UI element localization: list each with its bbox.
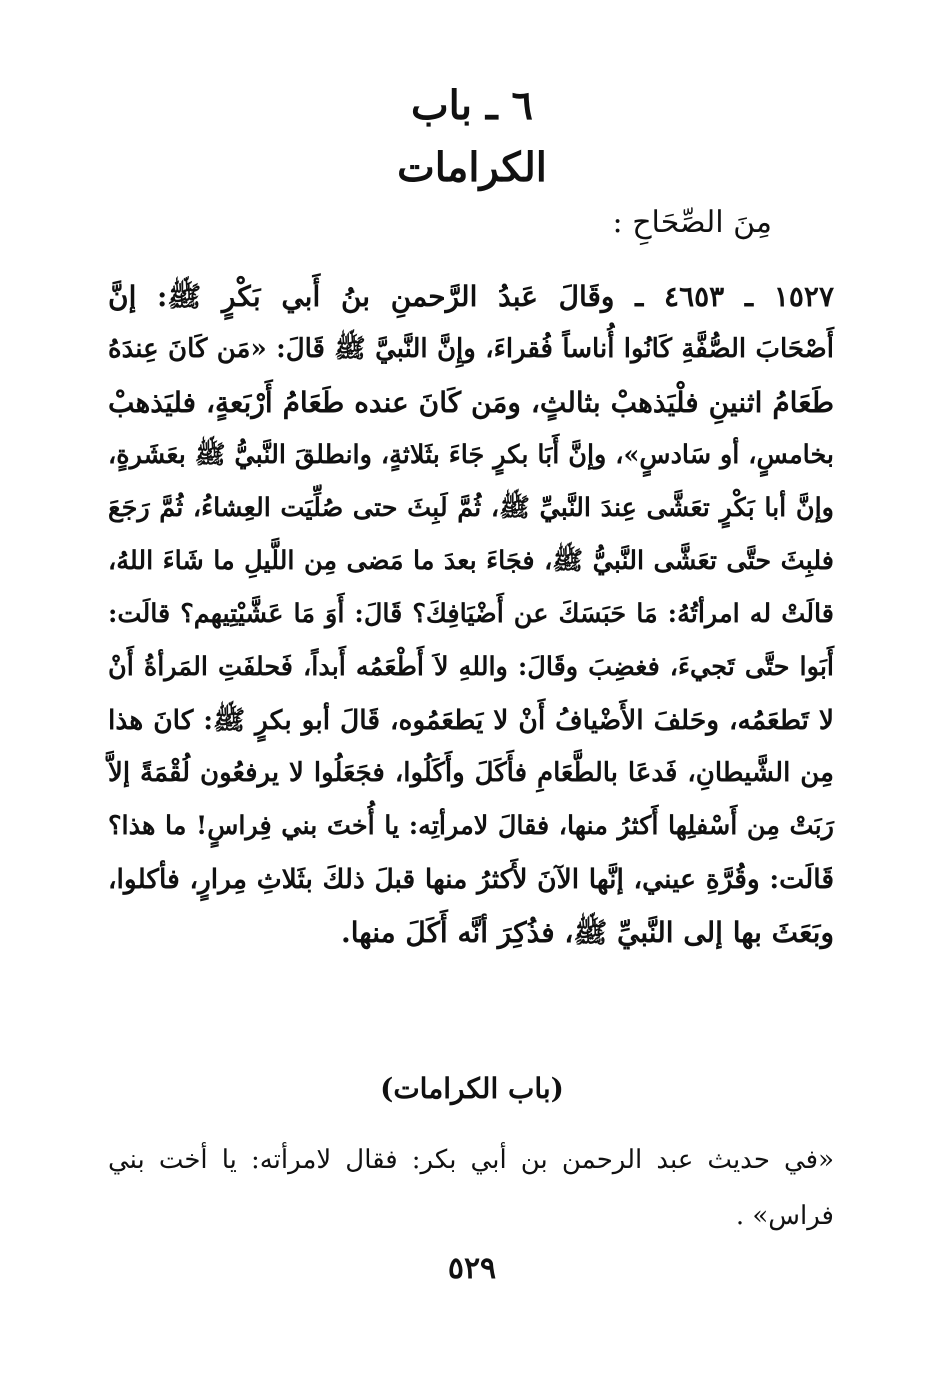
hadith-line: رَبَتْ مِن أَسْفلِها أَكثرُ منها، فقالَ لامرأتِه: يا أُختَ بني فِراسٍ! ما هذا؟ [108, 811, 834, 841]
commentary-line: فراس» . [735, 1201, 834, 1231]
hadith-line: وبَعَثَ بها إلى النَّبيِّ ﷺ، فذُكِرَ أنَّه أَكَلَ منها. [341, 916, 834, 949]
commentary-line: «في حديث عبد الرحمن بن أبي بكر: فقال لامرأته: يا أخت بني [108, 1145, 834, 1175]
section-label: مِنَ الصِّحَاحِ : [612, 205, 772, 240]
hadith-line: قَالَت: وقُرَّةِ عيني، إنَّها الآنَ لأَكثرُ منها قبلَ ذلكَ بثَلاثِ مِرارٍ، فأكلوا، [108, 864, 834, 895]
hadith-text [108, 270, 834, 959]
page-number: ٥٢٩ [447, 1251, 497, 1286]
hadith-line: قالَتْ له امرأتُهُ: مَا حَبَسَكَ عن أَضْيَافِكَ؟ قَالَ: أَوَ مَا عَشَّيْتِيهم؟ قالَت: [108, 599, 834, 629]
chapter-subtitle: الكرامات [397, 144, 547, 191]
hadith-line: أَبَوا حتَّى تَجيءَ، فغضِبَ وقَالَ: واللهِ لاَ أَطْعَمُه أَبداً، فَحلفَتِ المَرأةُ أَنْ [108, 652, 834, 682]
commentary-text [108, 1132, 834, 1244]
hadith-line: وإنَّ أبا بَكْرٍ تعَشَّى عِندَ النَّبيِّ ﷺ، ثُمَّ لَبِثَ حتى صُلِّيَت العِشاءُ، ثُمَّ رَجَعَ [108, 493, 834, 523]
hadith-line: طَعَامُ اثنينِ فلْيَذهبْ بثالثٍ، ومَن كَانَ عنده طَعَامُ أَرْبَعةٍ، فليَذهبْ [108, 386, 834, 419]
hadith-line: فلبِثَ حتَّى تعَشَّى النَّبيُّ ﷺ، فجَاءَ بعدَ ما مَضى مِن اللَّيلِ ما شَاءَ اللهُ، [108, 546, 834, 576]
commentary-title: (باب الكرامات) [380, 1072, 564, 1105]
hadith-line: مِن الشَّيطانِ، فَدعَا بالطَّعَامِ فأَكَلَ وأَكَلُوا، فجَعَلُوا لا يرفعُون لُقْمَةً إلاَّ [108, 758, 834, 788]
hadith-line: بخامسٍ، أو سَادسٍ»، وإنَّ أَبَا بكرٍ جَاءَ بثَلاثةٍ، وانطلقَ النَّبيُّ ﷺ بعَشَرةٍ، [108, 440, 834, 470]
chapter-title: ٦ ـ باب [410, 82, 534, 129]
hadith-line: أَصْحَابَ الصُّفَّةِ كَانُوا أُناساً فُقراءَ، وإِنَّ النَّبيَّ ﷺ قَالَ: «مَن كَانَ عِندَهُ [108, 334, 834, 364]
hadith-line: ١٥٢٧ ـ ٤٦٥٣ ـ وقَالَ عَبدُ الرَّحمنِ بنُ أَبي بَكْرٍ ﷺ: إنَّ [108, 280, 834, 313]
hadith-line: لا تَطعَمُه، وحَلفَ الأَضْيافُ أَنْ لا يَطعَمُوه، قَالَ أبو بكرٍ ﷺ: كانَ هذا [108, 705, 834, 736]
